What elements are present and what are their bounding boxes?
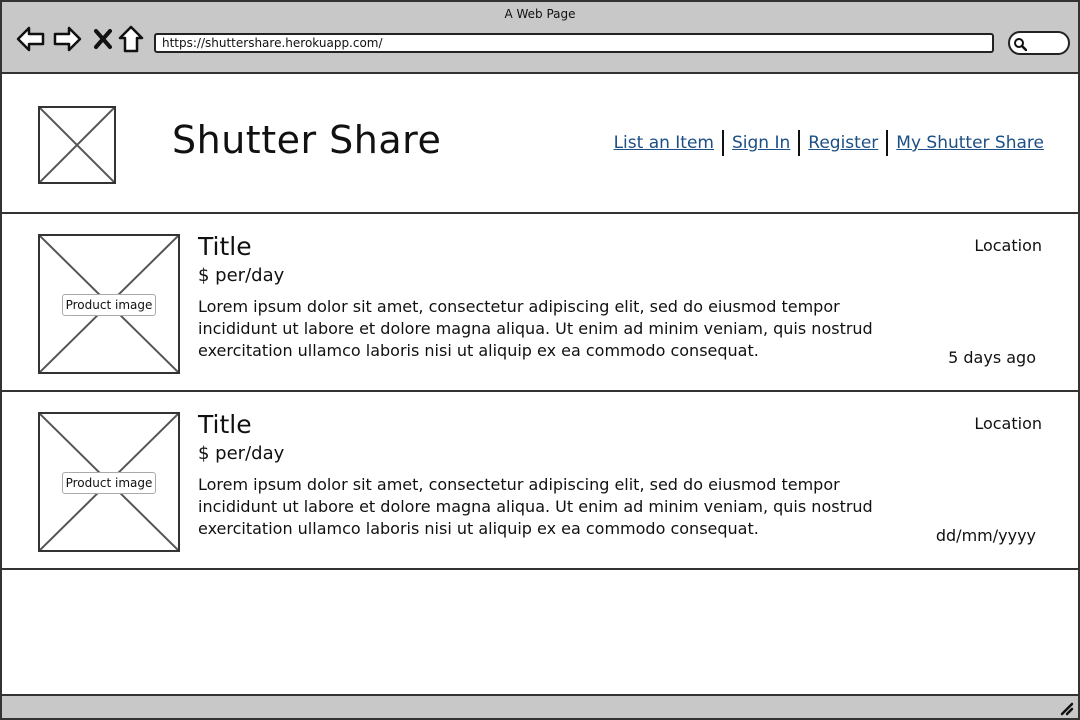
nav-link-register[interactable]: Register xyxy=(808,133,879,153)
nav-link-my-shutter-share[interactable]: My Shutter Share xyxy=(896,133,1044,153)
forward-arrow-icon xyxy=(52,26,82,52)
resize-grip-icon[interactable] xyxy=(1058,700,1074,716)
listing-item[interactable] xyxy=(2,392,1078,570)
listing-location: Location xyxy=(974,414,1042,433)
browser-status-bar xyxy=(2,694,1078,718)
forward-button[interactable] xyxy=(52,24,82,54)
listing-title[interactable]: Title xyxy=(198,232,252,261)
home-button[interactable] xyxy=(116,24,146,54)
window-title: A Web Page xyxy=(504,7,576,21)
product-image-placeholder[interactable] xyxy=(38,234,180,374)
logo-image-placeholder xyxy=(38,106,116,184)
product-image-placeholder[interactable] xyxy=(38,412,180,552)
url-input[interactable]: https://shuttershare.herokuapp.com/ xyxy=(154,33,994,53)
listing-price: $ per/day xyxy=(198,265,285,286)
back-arrow-icon xyxy=(16,26,46,52)
product-image-label: Product image xyxy=(62,294,156,316)
listing-posted-date: dd/mm/yyyy xyxy=(935,526,1036,545)
site-title: Shutter Share xyxy=(172,118,442,162)
image-placeholder-icon xyxy=(40,108,114,182)
back-button[interactable] xyxy=(16,24,46,54)
browser-chrome xyxy=(2,2,1078,74)
listing-price: $ per/day xyxy=(198,443,285,464)
listing-description: Lorem ipsum dolor sit amet, consectetur adipiscing elit, sed do eiusmod tempor incididunt ut labore et dolore magna aliqua. Ut enim ad minim veniam, quis nostrud exercitation ullamco laboris nisi ut aliquip ex ea commodo consequat. xyxy=(198,297,873,360)
listing-location: Location xyxy=(974,236,1042,255)
nav-link-sign-in[interactable]: Sign In xyxy=(732,133,791,153)
listing-title[interactable]: Title xyxy=(198,410,252,439)
browser-search-field[interactable] xyxy=(1008,31,1070,55)
listing-item[interactable] xyxy=(2,214,1078,392)
close-icon xyxy=(92,28,114,50)
home-icon xyxy=(118,25,144,53)
listing-posted-date: 5 days ago xyxy=(948,348,1036,367)
listing-description: Lorem ipsum dolor sit amet, consectetur adipiscing elit, sed do eiusmod tempor incididunt ut labore et dolore magna aliqua. Ut enim ad minim veniam, quis nostrud exercitation ullamco laboris nisi ut aliquip ex ea commodo consequat. xyxy=(198,475,873,538)
nav-link-list-item[interactable]: List an Item xyxy=(613,133,714,153)
site-header xyxy=(2,76,1078,214)
product-image-label: Product image xyxy=(62,472,156,494)
search-icon xyxy=(1013,37,1027,51)
header-nav xyxy=(614,130,1044,156)
stop-button[interactable] xyxy=(88,24,118,54)
